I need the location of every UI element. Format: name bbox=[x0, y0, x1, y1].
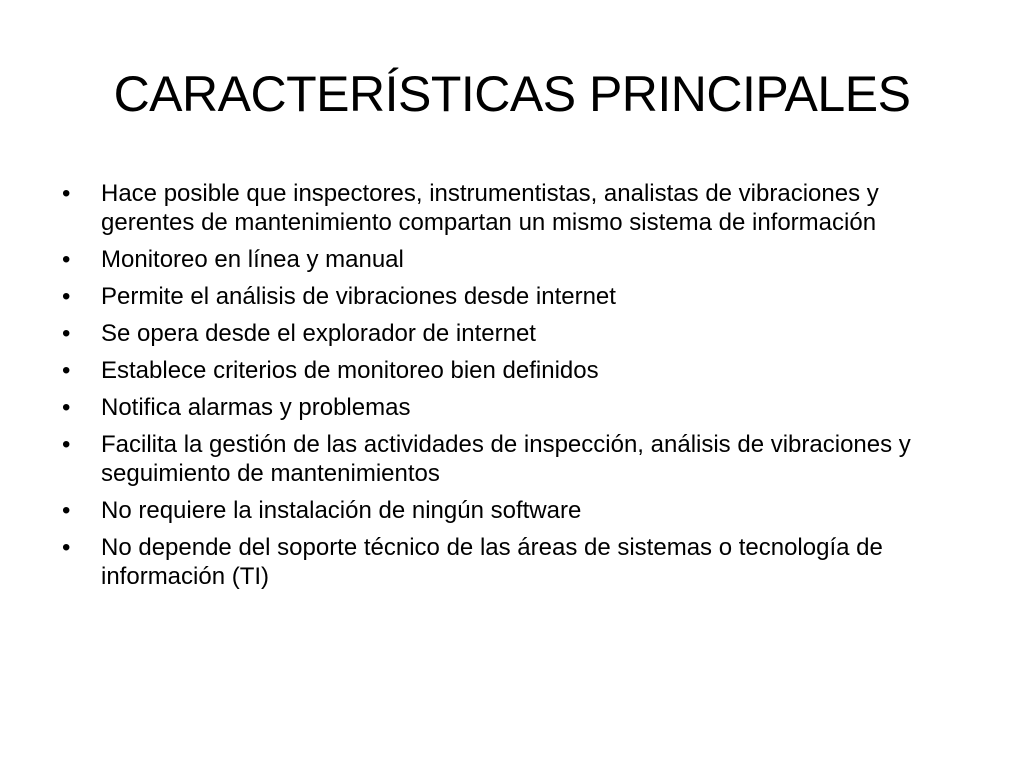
list-item bbox=[62, 179, 942, 237]
bullet-list bbox=[62, 179, 942, 599]
slide-title: CARACTERÍSTICAS PRINCIPALES bbox=[113, 66, 911, 122]
bullet-icon: • bbox=[62, 394, 71, 421]
bullet-text: Facilita la gestión de las actividades de inspección, análisis de vibraciones y seguimiento de mantenimientos bbox=[101, 431, 911, 487]
bullet-text: Hace posible que inspectores, instrumentistas, analistas de vibraciones y gerentes de mantenimiento compartan un mismo sistema de información bbox=[101, 180, 879, 236]
bullet-text: Monitoreo en línea y manual bbox=[101, 246, 404, 273]
list-item bbox=[62, 496, 942, 525]
list-item bbox=[62, 533, 942, 591]
bullet-text: No depende del soporte técnico de las áreas de sistemas o tecnología de información (TI) bbox=[101, 534, 883, 590]
list-item bbox=[62, 393, 942, 422]
bullet-icon: • bbox=[62, 431, 71, 458]
bullet-icon: • bbox=[62, 357, 71, 384]
bullet-icon: • bbox=[62, 497, 71, 524]
bullet-text: Establece criterios de monitoreo bien definidos bbox=[101, 357, 599, 384]
bullet-text: No requiere la instalación de ningún software bbox=[101, 497, 582, 524]
bullet-text: Se opera desde el explorador de internet bbox=[101, 320, 536, 347]
list-item bbox=[62, 245, 942, 274]
bullet-icon: • bbox=[62, 283, 71, 310]
bullet-icon: • bbox=[62, 534, 71, 561]
bullet-text: Notifica alarmas y problemas bbox=[101, 394, 411, 421]
list-item bbox=[62, 282, 942, 311]
bullet-icon: • bbox=[62, 320, 71, 347]
list-item bbox=[62, 430, 942, 488]
bullet-icon: • bbox=[62, 180, 71, 207]
bullet-icon: • bbox=[62, 246, 71, 273]
list-item bbox=[62, 356, 942, 385]
list-item bbox=[62, 319, 942, 348]
bullet-text: Permite el análisis de vibraciones desde internet bbox=[101, 283, 616, 310]
